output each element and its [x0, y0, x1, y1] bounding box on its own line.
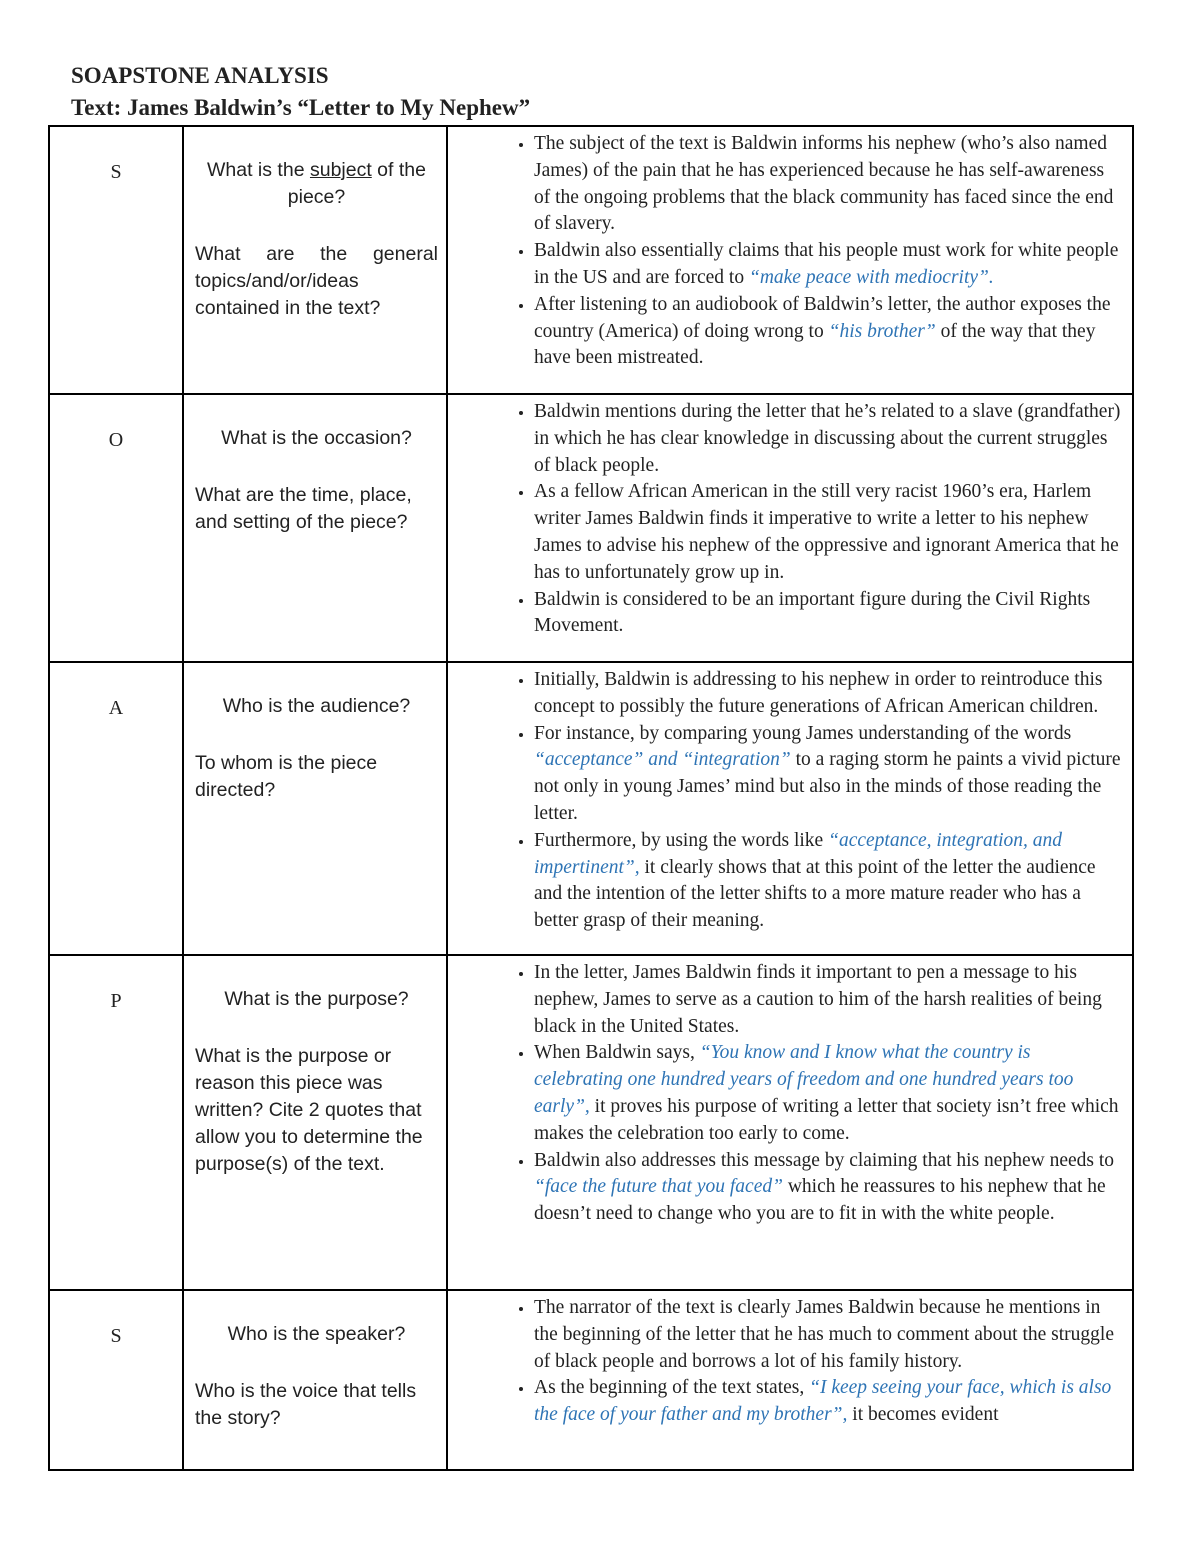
answer-cell: [447, 955, 1133, 1290]
letter-cell: [49, 394, 183, 662]
document-title: SOAPSTONE ANALYSIS: [71, 63, 329, 88]
question-subtext: Who is the voice that tells the story?: [195, 1380, 417, 1429]
quote-text: “make peace with mediocrity”.: [748, 266, 994, 288]
answer-bullet: • Baldwin mentions during the letter that he’s related to a slave (grandfather) in which he has clear knowledge in discussing about the current struggles of black people.: [534, 399, 1124, 479]
answer-bullet: • Baldwin also addresses this message by claiming that his nephew needs to “face the future that you faced” which he reassures to his nephew that he doesn’t need to change who you are to fit in with the white people.: [534, 1148, 1124, 1228]
letter-cell: [49, 662, 183, 955]
question-cell: [183, 1290, 447, 1470]
question-cell: [183, 955, 447, 1290]
question-underlined-word: subject: [309, 159, 372, 181]
table-row-purpose: [49, 955, 1133, 1290]
answer-bullet: • Initially, Baldwin is addressing to his nephew in order to reintroduce this concept to possibly the future generations of African American children.: [534, 667, 1124, 721]
answer-bullet: • As a fellow African American in the still very racist 1960’s era, Harlem writer James Baldwin finds it imperative to write a letter to his nephew James to advise his nephew of the oppressive and ignorant America that he has to unfortunately grow up in.: [534, 479, 1124, 586]
answer-cell: [447, 662, 1133, 955]
row-letter: S: [110, 161, 122, 183]
quote-text: “face the future that you faced”: [534, 1176, 783, 1198]
answer-bullet: • For instance, by comparing young James understanding of the words “acceptance” and “integration” to a raging storm he paints a vivid picture not only in young James’ mind but also in the minds of those reading the letter.: [534, 721, 1124, 828]
answer-bullet: • Baldwin also essentially claims that his people must work for white people in the US and are forced to “make peace with mediocrity”.: [534, 238, 1124, 292]
row-letter: S: [110, 1325, 122, 1347]
quote-text: “I keep seeing your face, which is also the face of your father and my brother”,: [534, 1377, 1112, 1426]
question-cell: [183, 126, 447, 394]
letter-cell: [49, 126, 183, 394]
question-subtext: To whom is the piece directed?: [195, 752, 378, 801]
quote-text: “acceptance, integration, and impertinent”,: [534, 829, 1063, 878]
question-subtext: What is the purpose or reason this piece was written? Cite 2 quotes that allow you to determine the purpose(s) of the text.: [195, 1045, 423, 1175]
letter-cell: [49, 955, 183, 1290]
soapstone-table: [48, 125, 1134, 1471]
answer-list: [448, 127, 1132, 372]
row-letter: P: [110, 990, 122, 1012]
row-letter: A: [108, 697, 124, 719]
row-letter: O: [108, 429, 124, 451]
answer-list: [448, 956, 1132, 1228]
quote-text: “his brother”: [828, 320, 936, 342]
answer-cell: [447, 1290, 1133, 1470]
question-prefix: What is the: [207, 159, 310, 181]
answer-cell: [447, 126, 1133, 394]
answer-cell: [447, 394, 1133, 662]
answer-list: [448, 1291, 1132, 1429]
question-text: Who is the audience?: [222, 695, 411, 717]
quote-text: “You know and I know what the country is celebrating one hundred years of freedom and one hundred years too early”,: [534, 1042, 1074, 1117]
answer-bullet: • In the letter, James Baldwin finds it important to pen a message to his nephew, James to serve as a caution to him of the harsh realities of being black in the United States.: [534, 960, 1124, 1040]
answer-list: [448, 663, 1132, 935]
question-text: [195, 157, 438, 211]
table-row-speaker: [49, 1290, 1133, 1470]
question-subtext: What are the general topics/and/or/ideas contained in the text?: [195, 243, 438, 319]
answer-bullet: • As the beginning of the text states, “I keep seeing your face, which is also the face of your father and my brother”, it becomes evident: [534, 1375, 1124, 1429]
question-text: Who is the speaker?: [227, 1323, 406, 1345]
answer-bullet: • When Baldwin says, “You know and I know what the country is celebrating one hundred years of freedom and one hundred years too early”, it proves his purpose of writing a letter that society isn’t free which makes the celebration too early to come.: [534, 1040, 1124, 1147]
answer-bullet: • After listening to an audiobook of Baldwin’s letter, the author exposes the country (America) of doing wrong to “his brother” of the way that they have been mistreated.: [534, 292, 1124, 372]
question-text: What is the purpose?: [224, 988, 409, 1010]
answer-bullet: • Baldwin is considered to be an important figure during the Civil Rights Movement.: [534, 587, 1124, 641]
question-cell: [183, 394, 447, 662]
table-row-audience: [49, 662, 1133, 955]
table-row-occasion: [49, 394, 1133, 662]
answer-list: [448, 395, 1132, 640]
answer-bullet: • The subject of the text is Baldwin informs his nephew (who’s also named James) of the pain that he has experienced because he has self-awareness of the ongoing problems that the black community has faced since the end of slavery.: [534, 131, 1124, 238]
question-text: What is the occasion?: [221, 427, 412, 449]
quote-text: “acceptance” and “integration”: [534, 749, 791, 771]
document-subtitle: Text: James Baldwin’s “Letter to My Nephew”: [71, 95, 531, 120]
question-suffix: of the piece?: [287, 159, 426, 208]
question-subtext: What are the time, place, and setting of the piece?: [195, 484, 412, 533]
answer-bullet: • Furthermore, by using the words like “acceptance, integration, and impertinent”, it clearly shows that at this point of the letter the audience and the intention of the letter shifts to a more mature reader who has a better grasp of their meaning.: [534, 828, 1124, 935]
letter-cell: [49, 1290, 183, 1470]
table-row-subject: [49, 126, 1133, 394]
answer-bullet: • The narrator of the text is clearly James Baldwin because he mentions in the beginning of the letter that he has much to comment about the struggle of black people and borrows a lot of his family history.: [534, 1295, 1124, 1375]
question-cell: [183, 662, 447, 955]
